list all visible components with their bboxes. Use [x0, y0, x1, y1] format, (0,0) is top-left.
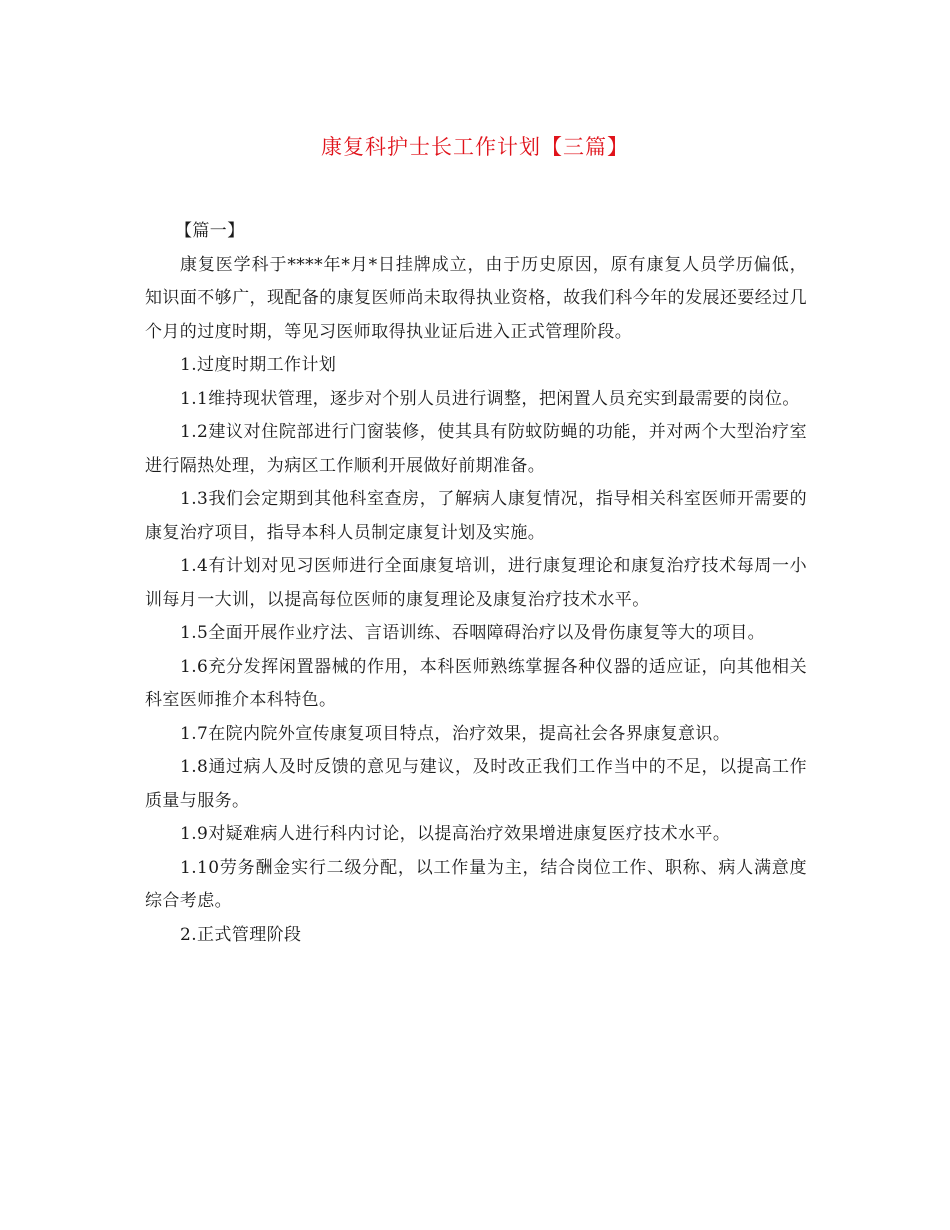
paragraph-1-7: 1.7在院内院外宣传康复项目特点，治疗效果，提高社会各界康复意识。 — [180, 723, 731, 744]
paragraph-1-2: 1.2建议对住院部进行门窗装修，使其具有防蚊防蝇的功能，并对两个大型治疗室进行隔热处理，为病区工作顺利开展做好前期准备。 — [145, 422, 807, 476]
document-title: 康复科护士长工作计划【三篇】 — [321, 135, 629, 159]
paragraph-heading-2: 2.正式管理阶段 — [180, 924, 302, 945]
paragraph-1-3: 1.3我们会定期到其他科室查房，了解病人康复情况，指导相关科室医师开需要的康复治疗项目，指导本科人员制定康复计划及实施。 — [145, 489, 807, 543]
paragraph-intro: 康复医学科于****年*月*日挂牌成立，由于历史原因，原有康复人员学历偏低，知识面不够广，现配备的康复医师尚未取得执业资格，故我们科今年的发展还要经过几个月的过度时期，等见习医师取得执业证后进入正式管理阶段。 — [145, 254, 807, 342]
paragraph-1-9: 1.9对疑难病人进行科内讨论，以提高治疗效果增进康复医疗技术水平。 — [180, 824, 731, 844]
paragraph-1-8: 1.8通过病人及时反馈的意见与建议，及时改正我们工作当中的不足，以提高工作质量与服务。 — [145, 757, 807, 811]
paragraph-1-1: 1.1维持现状管理，逐步对个别人员进行调整，把闲置人员充实到最需要的岗位。 — [180, 388, 800, 409]
section-heading: 【篇一】 — [175, 221, 245, 241]
paragraph-heading-1: 1.过度时期工作计划 — [180, 355, 337, 375]
paragraph-1-5: 1.5全面开展作业疗法、言语训练、吞咽障碍治疗以及骨伤康复等大的项目。 — [180, 623, 766, 643]
document-body — [145, 215, 807, 952]
paragraph-1-6: 1.6充分发挥闲置器械的作用，本科医师熟练掌握各种仪器的适应证，向其他相关科室医师推介本科特色。 — [145, 656, 807, 710]
paragraph-1-4: 1.4有计划对见习医师进行全面康复培训，进行康复理论和康复治疗技术每周一小训每月一大训，以提高每位医师的康复理论及康复治疗技术水平。 — [145, 556, 807, 610]
paragraph-1-10: 1.10劳务酬金实行二级分配，以工作量为主，结合岗位工作、职称、病人满意度综合考虑。 — [145, 857, 807, 911]
